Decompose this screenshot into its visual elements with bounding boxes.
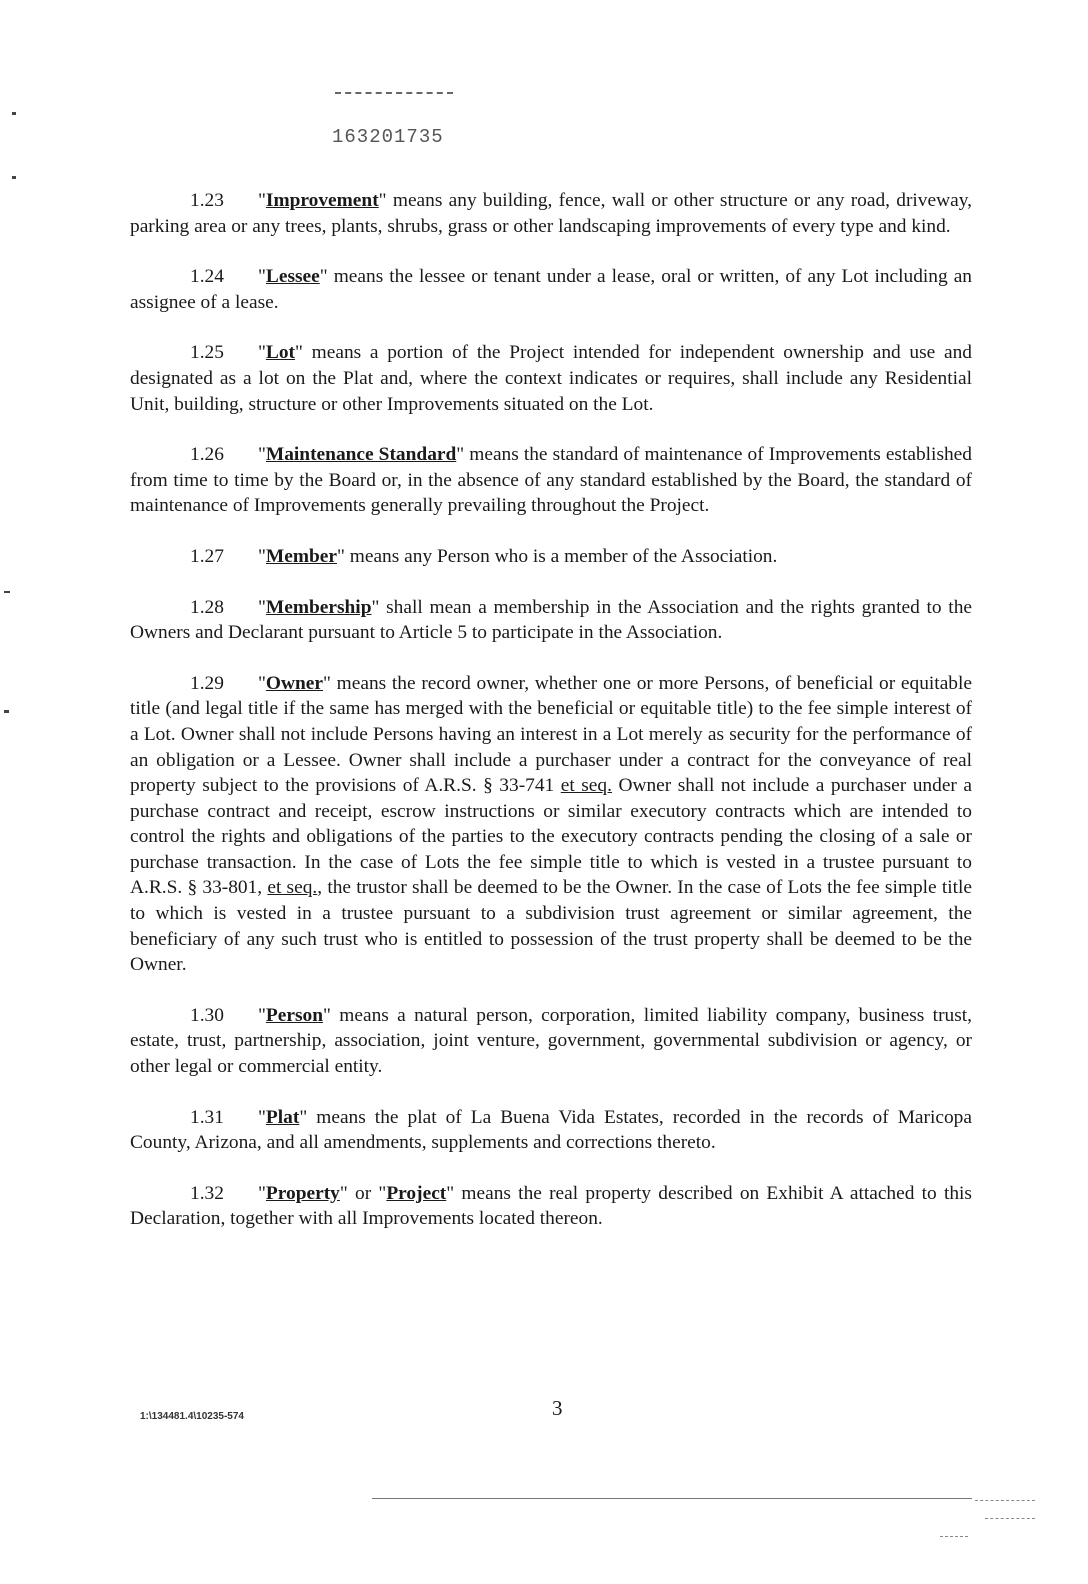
defined-term: Membership <box>265 596 372 618</box>
defined-term: Lot <box>265 342 296 364</box>
defined-term: Plat <box>265 1106 300 1128</box>
section-1-30: 1.30 "Person" means a natural person, corporation, limited liability company, business trust, estate, trust, partnership, association, joint venture, government, governmental subdivision or agency, or other legal or commercial entity. <box>130 1004 972 1078</box>
section-number: 1.31 <box>190 1106 224 1128</box>
section-text: means any building, fence, wall or other structure or any road, driveway, parking area or any trees, plants, shrubs, grass or other landscaping improvements of every type and kind. <box>130 190 972 237</box>
defined-term: Property <box>265 1182 340 1204</box>
bottom-scan-dash <box>985 1518 1035 1519</box>
section-number: 1.29 <box>190 672 224 694</box>
section-1-31: 1.31 "Plat" means the plat of La Buena Vida Estates, recorded in the records of Maricopa County, Arizona, and all amendments, supplements and corrections thereto. <box>130 1106 972 1154</box>
bottom-scan-dash <box>975 1500 1035 1501</box>
section-number: 1.24 <box>190 266 224 288</box>
scan-mark <box>12 112 16 115</box>
bottom-scan-line <box>372 1498 972 1499</box>
section-number: 1.30 <box>190 1004 224 1026</box>
section-1-25: 1.25 "Lot" means a portion of the Project intended for independent ownership and use and designated as a lot on the Plat and, where the context indicates or requires, shall include any Residential Unit, building, structure or other Improvements situated on the Lot. <box>130 342 972 415</box>
defined-term: Member <box>265 545 337 567</box>
section-1-29: 1.29 "Owner" means the record owner, whether one or more Persons, of beneficial or equitable title (and legal title if the same has merged with the beneficial or equitable title) to the fee simple interest of a Lot. Owner shall not include Persons having an interest in a Lot merely as security for the performance of an obligation or a Lessee. Owner shall include a purchaser under a contract for the conveyance of real property subject to the provisions of A.R.S. § 33-741 et seq. Owner shall not include a purchaser under a purchase contract and receipt, escrow instructions or similar executory contracts which are intended to control the rights and obligations of the parties to the executory contracts pending the closing of a sale or purchase transaction. In the case of Lots the fee simple title to which is vested in a trustee pursuant to A.R.S. § 33-801, et seq., the trustor shall be deemed to be the Owner. In the case of Lots the fee simple title to which is vested in a trustee pursuant to a subdivision trust agreement or similar agreement, the beneficiary of any such trust who is entitled to possession of the trust property shall be deemed to be the Owner. <box>130 672 972 976</box>
defined-term: Lessee <box>265 266 320 288</box>
defined-term: Project <box>386 1182 447 1204</box>
section-text: means the record owner, whether one or more Persons, of beneficial or equitable title (and legal title if the same has merged with the beneficial or equitable title) to the fee simple interest of a Lot. Owner shall not include Persons having an interest in a Lot merely as security for the performance of an obligation or a Lessee. Owner shall include a purchaser under a contract for the conveyance of real property subject to the provisions of A.R.S. § 33-741 <box>130 672 972 797</box>
document-code: 1:\134481.4\10235-574 <box>140 1411 244 1422</box>
section-1-26: 1.26 "Maintenance Standard" means the standard of maintenance of Improvements established from time to time by the Board or, in the absence of any standard established by the Board, the standard of maintenance of Improvements generally prevailing throughout the Project. <box>130 444 972 517</box>
defined-term: Maintenance Standard <box>265 444 457 466</box>
header-scan-dash <box>335 92 453 94</box>
defined-term: Improvement <box>265 190 379 211</box>
scan-mark <box>4 591 10 593</box>
section-text: means the plat of La Buena Vida Estates, recorded in the records of Maricopa County, Arizona, and all amendments, supplements and corrections thereto. <box>130 1106 972 1154</box>
section-text: means the real property described on Exhibit A attached to this Declaration, together with all Improvements located thereon. <box>130 1182 972 1230</box>
section-text: means the standard of maintenance of Improvements established from time to time by the Board or, in the absence of any standard established by the Board, the standard of maintenance of Improvements generally prevailing throughout the Project. <box>130 444 972 517</box>
section-text: Owner shall not include a purchaser under a purchase contract and receipt, escrow instructions or similar executory contracts which are intended to control the rights and obligations of the parties to the executory contracts pending the closing of a sale or purchase transaction. In the case of Lots the fee simple title to which is vested in a trustee pursuant to A.R.S. § 33-801, <box>130 775 972 899</box>
section-text: , the trustor shall be deemed to be the Owner. In the case of Lots the fee simple title to which is vested in a trustee pursuant to a subdivision trust agreement or similar agreement, the beneficiary of any such trust who is entitled to possession of the trust property shall be deemed to be the Owner. <box>130 877 972 976</box>
recording-stamp: 163201735 <box>332 126 444 148</box>
et-seq-reference: et seq. <box>560 775 612 797</box>
section-number: 1.25 <box>190 342 224 364</box>
section-1-32: 1.32 "Property" or "Project" means the real property described on Exhibit A attached to this Declaration, together with all Improvements located thereon. <box>130 1182 972 1230</box>
section-number: 1.32 <box>190 1182 224 1204</box>
section-1-24: 1.24 "Lessee" means the lessee or tenant under a lease, oral or written, of any Lot including an assignee of a lease. <box>130 266 972 313</box>
section-text: means a natural person, corporation, limited liability company, business trust, estate, trust, partnership, association, joint venture, government, governmental subdivision or agency, or other legal or commercial entity. <box>130 1004 972 1078</box>
scan-mark <box>4 710 9 713</box>
section-1-27: 1.27 "Member" means any Person who is a member of the Association. <box>130 544 972 570</box>
section-text: means any Person who is a member of the Association. <box>344 545 778 567</box>
section-number: 1.26 <box>190 444 224 466</box>
bottom-scan-dash <box>940 1536 968 1537</box>
et-seq-reference: et seq. <box>267 877 318 899</box>
page-number: 3 <box>552 1396 563 1420</box>
definitions-body <box>130 188 972 1257</box>
section-text: shall mean a membership in the Association and the rights granted to the Owners and Declarant pursuant to Article 5 to participate in the Association. <box>130 596 972 644</box>
section-text: means a portion of the Project intended for independent ownership and use and designated as a lot on the Plat and, where the context indicates or requires, shall include any Residential Unit, building, structure or other Improvements situated on the Lot. <box>130 342 972 415</box>
section-number: 1.27 <box>190 545 224 567</box>
term-connector: or <box>347 1182 379 1204</box>
defined-term: Person <box>265 1004 324 1026</box>
section-number: 1.28 <box>190 596 224 618</box>
section-text: means the lessee or tenant under a lease, oral or written, of any Lot including an assignee of a lease. <box>130 266 972 313</box>
scan-mark <box>12 176 16 179</box>
section-number: 1.23 <box>190 190 224 211</box>
section-1-23: 1.23 "Improvement" means any building, fence, wall or other structure or any road, driveway, parking area or any trees, plants, shrubs, grass or other landscaping improvements of every type and kind. <box>130 190 972 237</box>
section-1-28: 1.28 "Membership" shall mean a membership in the Association and the rights granted to the Owners and Declarant pursuant to Article 5 to participate in the Association. <box>130 596 972 644</box>
defined-term: Owner <box>265 672 324 694</box>
